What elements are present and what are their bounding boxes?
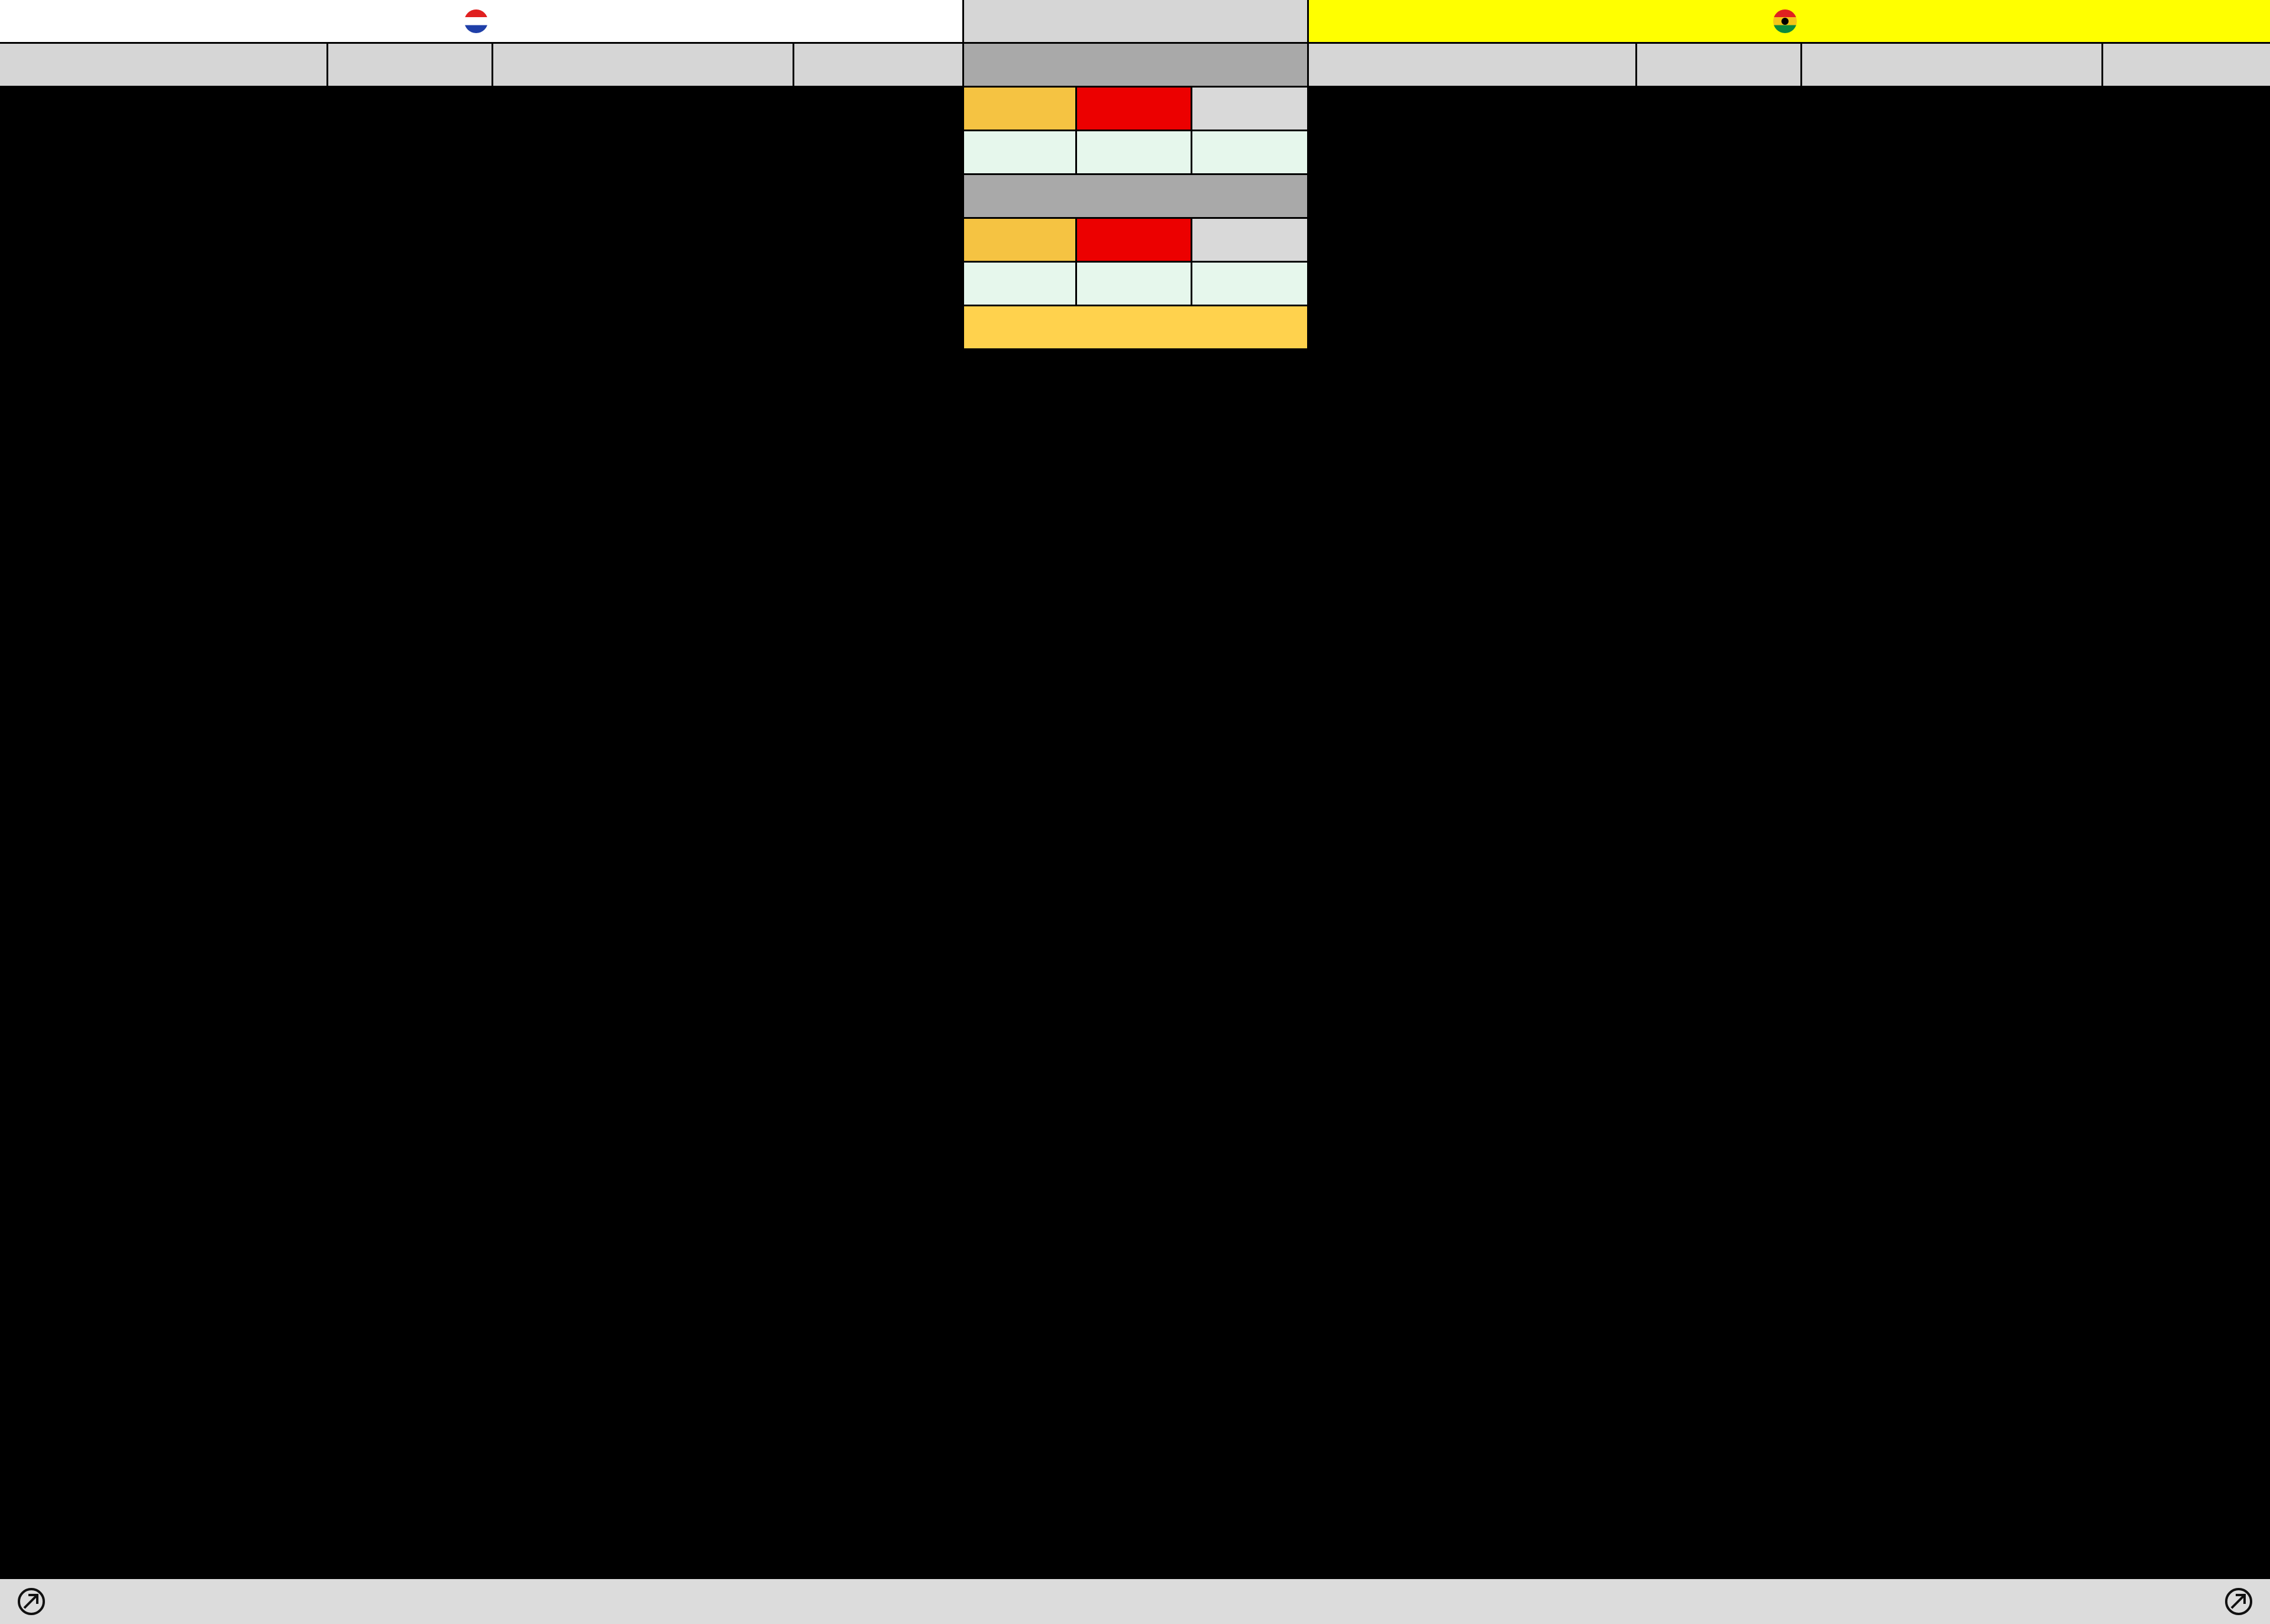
away-hit-rates-label bbox=[2103, 44, 2270, 86]
home-team-stats-label bbox=[493, 44, 793, 86]
career-label bbox=[964, 175, 1307, 217]
logo-icon bbox=[17, 1587, 46, 1616]
away-hit-rates-label bbox=[1637, 44, 1800, 86]
handle-link[interactable] bbox=[964, 306, 1307, 348]
team-stats-section bbox=[0, 0, 2270, 350]
current-yellows-label bbox=[964, 88, 1075, 130]
career-yellows-label bbox=[964, 219, 1075, 261]
career-reds-label bbox=[1077, 219, 1191, 261]
current-yellows-value bbox=[964, 131, 1075, 173]
current-fouls-value bbox=[1192, 131, 1307, 173]
home-team-header bbox=[0, 0, 962, 42]
career-yellows-value bbox=[964, 263, 1075, 305]
current-fouls-label bbox=[1192, 88, 1307, 130]
career-fouls-value bbox=[1192, 263, 1307, 305]
career-reds-value bbox=[1077, 263, 1191, 305]
away-team-header bbox=[1309, 0, 2270, 42]
home-hit-rates-label bbox=[794, 44, 962, 86]
ghana-flag-icon bbox=[1773, 9, 1797, 33]
referee-name bbox=[964, 0, 1307, 42]
home-hit-rates-label bbox=[328, 44, 491, 86]
career-fouls-label bbox=[1192, 219, 1307, 261]
footer bbox=[0, 1579, 2270, 1624]
croatia-flag-icon bbox=[464, 9, 488, 33]
away-team-stats-label bbox=[1309, 44, 1635, 86]
current-reds-value bbox=[1077, 131, 1191, 173]
current-season-label bbox=[964, 44, 1307, 86]
logo-icon bbox=[2224, 1587, 2253, 1616]
home-team-stats-label bbox=[0, 44, 326, 86]
current-reds-label bbox=[1077, 88, 1191, 130]
away-team-stats-label bbox=[1802, 44, 2101, 86]
